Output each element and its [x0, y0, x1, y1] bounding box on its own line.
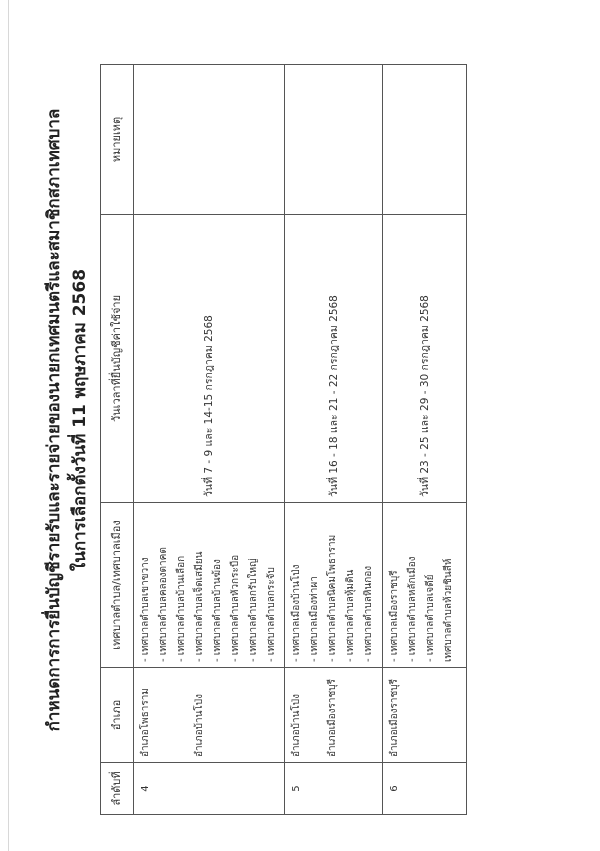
header-municipality: เทศบาลตำบล/เทศบาลเมือง: [101, 503, 134, 668]
row-district: [383, 668, 467, 763]
municipality-item: - เทศบาลตำบลหุ้มดิน: [345, 569, 356, 662]
municipality-item: - เทศบาลตำบลหลักเมือง: [407, 556, 418, 662]
table-row: [383, 65, 467, 815]
schedule-table: [100, 64, 467, 815]
row-no: 6: [383, 763, 467, 815]
municipality-item: - เทศบาลตำบลบ้านฆ้อง: [212, 559, 223, 662]
row-municipalities: [134, 503, 285, 668]
municipality-item: - เทศบาลตำบลเจ็ดเสมียน: [194, 551, 205, 662]
municipality-item: - เทศบาลตำบลกระจับ: [266, 567, 277, 662]
district-name: อำเภอบ้านโป่ง: [291, 693, 302, 757]
row-municipalities: [285, 503, 383, 668]
rotated-document: [40, 25, 540, 815]
header-no: ลำดับที่: [101, 763, 134, 815]
municipality-item: - เทศบาลเมืองบ้านโป่ง: [291, 564, 302, 662]
municipality-item: - เทศบาลตำบลหัวกระบือ: [230, 554, 241, 662]
header-remark: หมายเหตุ: [101, 65, 134, 215]
row-district: [285, 668, 383, 763]
row-period: วันที่ 16 - 18 และ 21 - 22 กรกฎาคม 2568: [285, 215, 383, 503]
district-name: อำเภอเมืองราชบุรี: [389, 678, 400, 757]
municipality-item: - เทศบาลตำบลบ้านเลือก: [176, 555, 187, 662]
document-subtitle: ในการเลือกตั้งวันที่ 11 พฤษภาคม 2568: [70, 268, 90, 572]
document-title: กำหนดการการยื่นบัญชีรายรับและรายจ่ายของนายกเทศมนตรีและสมาชิกสภาเทศบาล: [44, 108, 64, 732]
row-remark: [134, 65, 285, 215]
municipality-item: - เทศบาลตำบลหินกอง: [363, 565, 374, 662]
municipality-item: - เทศบาลตำบลนิคมโพธาราม: [327, 534, 338, 662]
row-no: 5: [285, 763, 383, 815]
municipality-item: - เทศบาลตำบลเจดีย์: [425, 574, 436, 662]
header-district: อำเภอ: [101, 668, 134, 763]
district-name: อำเภอเมืองราชบุรี: [327, 678, 338, 757]
municipality-item: - เทศบาลเมืองท่าผา: [309, 576, 320, 662]
municipality-item: - เทศบาลเมืองราชบุรี: [389, 570, 400, 662]
row-municipalities: [383, 503, 467, 668]
row-district: [134, 668, 285, 763]
table-header-row: [101, 65, 134, 815]
table-row: [134, 65, 285, 815]
municipality-item: เทศบาลตำบลห้วยชินสีห์: [443, 558, 454, 662]
page-edge: [8, 0, 9, 851]
district-name: อำเภอบ้านโป่ง: [194, 693, 205, 757]
row-no: 4: [134, 763, 285, 815]
municipality-item: - เทศบาลตำบลกรับใหญ่: [248, 558, 259, 662]
header-period: วันเวลาที่ยื่นบัญชีค่าใช้จ่าย: [101, 215, 134, 503]
municipality-item: - เทศบาลตำบลคลองตาคต: [158, 547, 169, 662]
district-name: อำเภอโพธาราม: [140, 688, 151, 757]
row-remark: [285, 65, 383, 215]
row-period: วันที่ 7 - 9 และ 14-15 กรกฎาคม 2568: [134, 215, 285, 503]
row-remark: [383, 65, 467, 215]
row-period: วันที่ 23 - 25 และ 29 - 30 กรกฎาคม 2568: [383, 215, 467, 503]
table-row: [285, 65, 383, 815]
municipality-item: - เทศบาลตำบลเขาขวาง: [140, 557, 151, 662]
